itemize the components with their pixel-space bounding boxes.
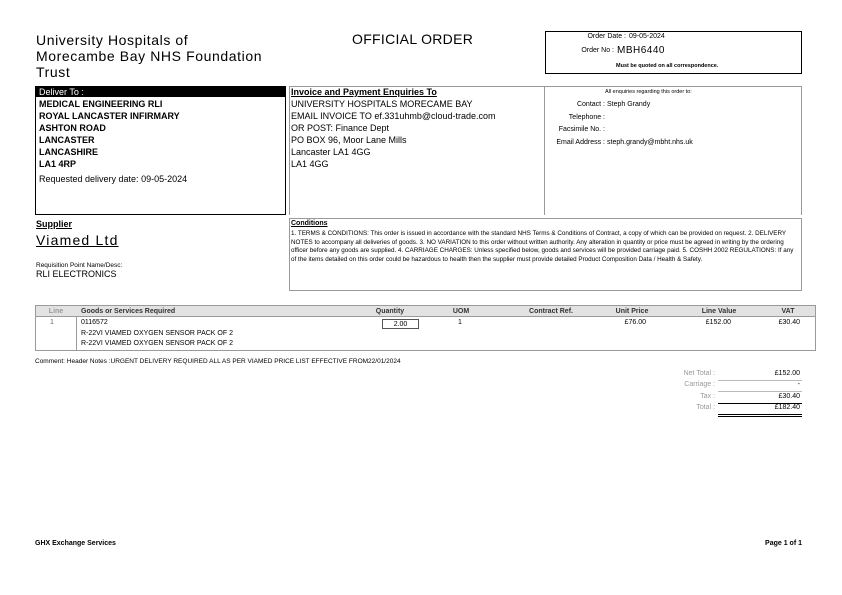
column-divider (76, 317, 77, 350)
org-name (36, 32, 262, 80)
col-contract: Contract Ref. (529, 308, 573, 315)
cell-quantity: 2.00 (382, 319, 419, 329)
total-value: £182.40 (774, 404, 800, 411)
order-no-value: MBH6440 (617, 45, 665, 56)
address-line: LANCASHIRE (39, 147, 99, 157)
total-label: Total : (696, 404, 715, 411)
cell-desc-1: R-22VI VIAMED OXYGEN SENSOR PACK OF 2 (81, 330, 233, 337)
delivery-address (39, 98, 180, 170)
quote-note: Must be quoted on all correspondence. (616, 63, 719, 69)
order-date-label: Order Date : (587, 33, 626, 40)
invoice-line: UNIVERSITY HOSPITALS MORECAME BAY (291, 99, 473, 109)
col-goods: Goods or Services Required (81, 308, 176, 315)
carriage-label: Carriage : (684, 381, 715, 388)
org-line-2: Morecambe Bay NHS Foundation (36, 48, 263, 64)
address-line: ASHTON ROAD (39, 123, 106, 133)
conditions-text: 1. TERMS & CONDITIONS: This order is issued in accordance with the standard NHS Terms & Conditions of Contract, a copy of which can be provided on request. 2. DELIVERY NOTES to accompany all deliveries of goods. 3. NO VARIATION to this order without written authority. Any alteration in quantity or price must be agreed in writing by the ordering officer before any goods are supplied. 4. CARRIAGE CHARGES: Unless specified below, goods and services will be provided carriage paid. 5. COSHH 2002 REGULATIONS: If any of the items detailed on this order could be hazardous to health then the supplier must provide detailed Product Composition Data / Health & Safety. (291, 230, 794, 263)
address-line: ROYAL LANCASTER INFIRMARY (39, 111, 180, 121)
cell-uom: 1 (458, 319, 462, 326)
org-line-3: Trust (36, 64, 71, 80)
address-line: LA1 4RP (39, 159, 77, 169)
col-unit-price: Unit Price (615, 308, 649, 315)
invoice-line: EMAIL INVOICE TO ef.331uhmb@cloud-trade.com (291, 111, 496, 121)
invoice-address (291, 98, 496, 170)
invoice-line: Lancaster LA1 4GG (291, 147, 371, 157)
carriage-value: - (797, 381, 800, 388)
tax-value: £30.40 (778, 393, 800, 400)
cell-line-value: £152.00 (705, 319, 731, 326)
col-line-value: Line Value (701, 308, 737, 315)
col-line: Line (48, 308, 64, 315)
org-line-1: University Hospitals of (36, 32, 189, 48)
invoice-heading: Invoice and Payment Enquiries To (291, 87, 437, 97)
contact-value: Steph Grandy (607, 101, 651, 108)
order-info-box (545, 31, 802, 74)
table-row (35, 317, 816, 351)
cell-vat: £30.40 (778, 319, 800, 326)
page-number: Page 1 of 1 (765, 540, 802, 547)
supplier-heading: Supplier (36, 219, 73, 229)
conditions-box (289, 218, 802, 291)
cell-line: 1 (50, 319, 54, 326)
telephone-label: Telephone : (568, 114, 605, 121)
net-total-label: Net Total : (683, 370, 715, 377)
requisition-value: RLI ELECTRONICS (36, 269, 117, 279)
address-line: MEDICAL ENGINEERING RLI (39, 99, 163, 109)
page-title: OFFICIAL ORDER (352, 31, 474, 47)
order-comment: Comment: Header Notes :URGENT DELIVERY REQUIRED ALL AS PER VIAMED PRICE LIST EFFECTIVE FROM22/01/2024 (35, 358, 401, 365)
col-uom: UOM (452, 308, 470, 315)
col-vat: VAT (781, 308, 795, 315)
deliver-to-box (35, 86, 286, 215)
email-label: Email Address : (556, 139, 605, 146)
requested-delivery-date: Requested delivery date: 09-05-2024 (39, 174, 188, 184)
contact-label: Contact : (576, 101, 605, 108)
cell-unit-price: £76.00 (624, 319, 646, 326)
net-total-value: £152.00 (774, 370, 800, 377)
invoice-line: OR POST: Finance Dept (291, 123, 390, 133)
footer-left: GHX Exchange Services (35, 540, 116, 547)
tax-label: Tax : (700, 393, 715, 400)
col-quantity: Quantity (375, 308, 405, 315)
invoice-box (289, 86, 545, 215)
cell-desc-2: R-22VI VIAMED OXYGEN SENSOR PACK OF 2 (81, 340, 233, 347)
enquiries-heading: All enquiries regarding this order to: (605, 89, 692, 95)
conditions-heading: Conditions (291, 220, 328, 227)
deliver-to-heading: Deliver To : (36, 87, 285, 97)
requisition-label: Requisition Point Name/Desc: (36, 262, 123, 269)
invoice-line: PO BOX 96, Moor Lane Mills (291, 135, 407, 145)
address-line: LANCASTER (39, 135, 95, 145)
email-value: steph.grandy@mbht.nhs.uk (607, 139, 693, 146)
order-date-value: 09-05-2024 (629, 33, 665, 40)
table-header (35, 305, 816, 317)
fax-label: Facsimile No. : (558, 126, 605, 133)
cell-code: 0116572 (81, 319, 108, 326)
invoice-line: LA1 4GG (291, 159, 329, 169)
contact-box (545, 86, 802, 215)
supplier-name: Viamed Ltd (36, 232, 119, 248)
order-no-label: Order No : (581, 47, 614, 54)
